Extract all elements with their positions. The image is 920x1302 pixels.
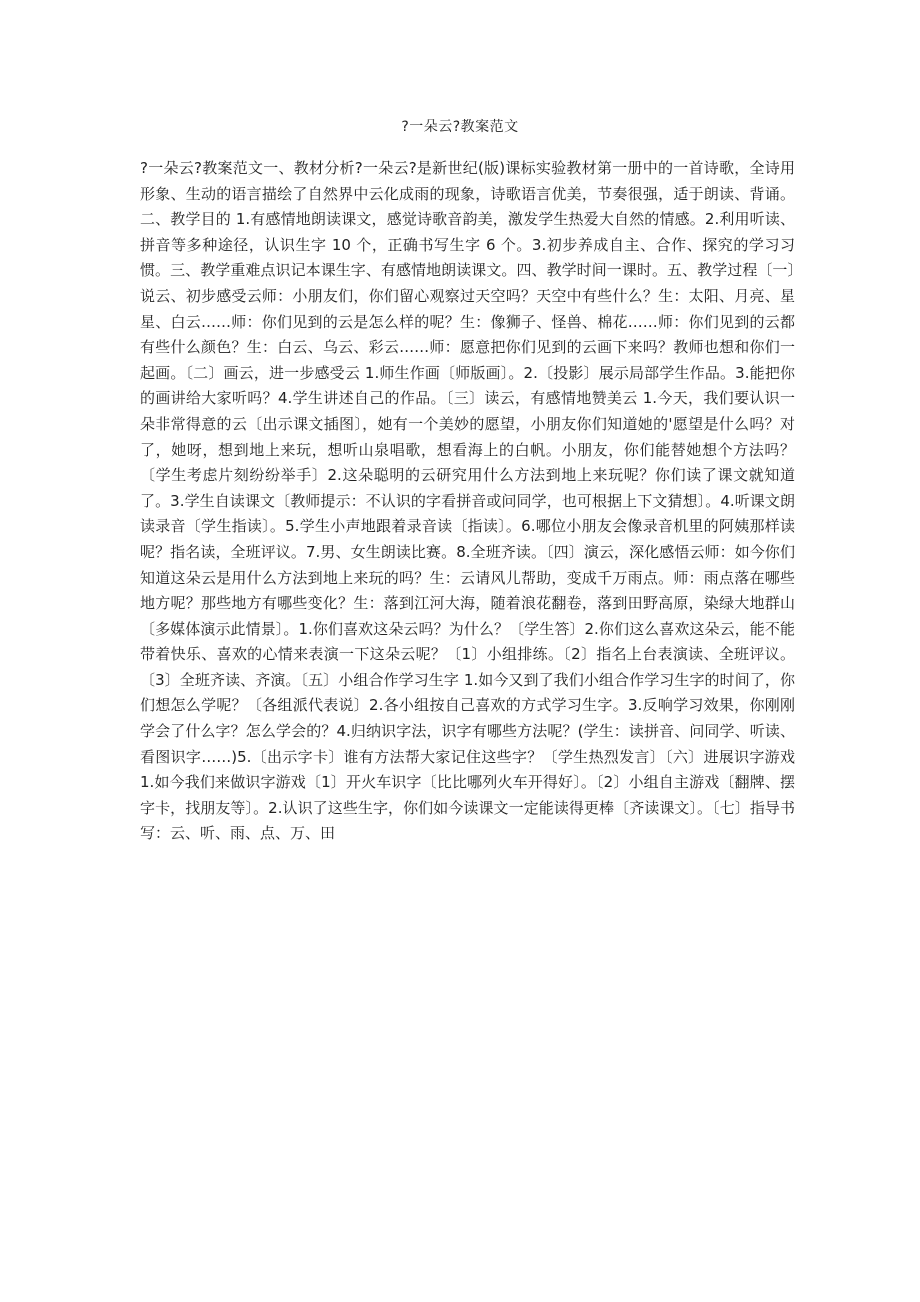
document-body: ?一朵云?教案范文一、教材分析?一朵云?是新世纪(版)课标实验教材第一册中的一首诗歌，全诗用形象、生动的语言描绘了自然界中云化成雨的现象，诗歌语言优美，节奏很强，适于朗读、背诵。二、教学目的 1.有感情地朗读课文，感觉诗歌音韵美，激发学生热爱大自然的情感。2.利用听读、拼音等多种途径，认识生字 10 个，正确书写生字 6 个。3.初步养成自主、合作、探究的学习习惯。三、教学重难点识记本课生字、有感情地朗读课文。四、教学时间一课时。五、教学过程〔一〕说云、初步感受云师：小朋友们，你们留心观察过天空吗？天空中有些什么？生：太阳、月亮、星星、白云……师：你们见到的云是怎么样的呢？生：像狮子、怪兽、棉花……师：你们见到的云都有些什么颜色？生：白云、乌云、彩云……师：愿意把你们见到的云画下来吗？教师也想和你们一起画。〔二〕画云，进一步感受云 1.师生作画〔师版画〕。2.〔投影〕展示局部学生作品。3.能把你的画讲给大家听吗？4.学生讲述自己的作品。〔三〕读云，有感情地赞美云 1.今天，我们要认识一朵非常得意的云〔出示课文插图〕，她有一个美妙的愿望，小朋友你们知道她的'愿望是什么吗？对了，她呀，想到地上来玩，想听山泉唱歌，想看海上的白帆。小朋友，你们能替她想个方法吗？〔学生考虑片刻纷纷举手〕2.这朵聪明的云研究用什么方法到地上来玩呢？你们读了课文就知道了。3.学生自读课文〔教师提示：不认识的字看拼音或问同学，也可根据上下文猜想〕。4.听课文朗读录音〔学生指读〕。5.学生小声地跟着录音读〔指读〕。6.哪位小朋友会像录音机里的阿姨那样读呢？指名读，全班评议。7.男、女生朗读比赛。8.全班齐读。〔四〕演云，深化感悟云师：如今你们知道这朵云是用什么方法到地上来玩的吗？生：云请风儿帮助，变成千万雨点。师：雨点落在哪些地方呢？那些地方有哪些变化？生：落到江河大海，随着浪花翻卷，落到田野高原，染绿大地群山〔多媒体演示此情景〕。1.你们喜欢这朵云吗？为什么？〔学生答〕2.你们这么喜欢这朵云，能不能带着快乐、喜欢的心情来表演一下这朵云呢？〔1〕小组排练。〔2〕指名上台表演读、全班评议。〔3〕全班齐读、齐演。〔五〕小组合作学习生字 1.如今又到了我们小组合作学习生字的时间了，你们想怎么学呢？〔各组派代表说〕2.各小组按自己喜欢的方式学习生字。3.反响学习效果，你刚刚学会了什么字？怎么学会的？4.归纳识字法，识字有哪些方法呢？(学生：读拼音、问同学、听读、看图识字……)5.〔出示字卡〕谁有方法帮大家记住这些字？〔学生热烈发言〕〔六〕进展识字游戏 1.如今我们来做识字游戏〔1〕开火车识字〔比比哪列火车开得好〕。〔2〕小组自主游戏〔翻牌、摆字卡，找朋友等〕。2.认识了这些生字，你们如今读课文一定能读得更棒〔齐读课文〕。〔七〕指导书写：云、听、雨、点、万、田: [140, 159, 795, 843]
document-title: ?一朵云?教案范文: [401, 119, 519, 135]
